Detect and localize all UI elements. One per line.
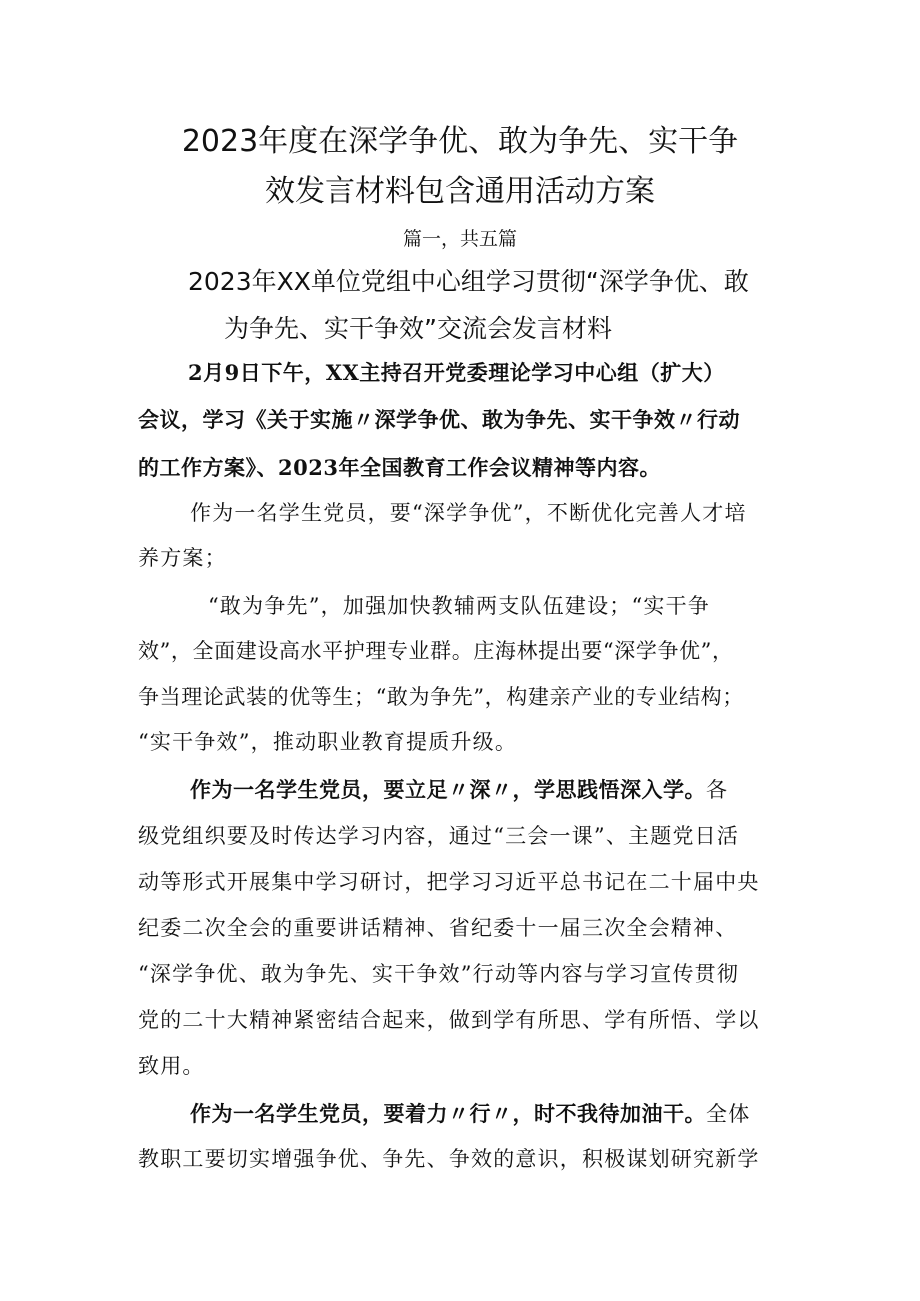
para4-lead-tail: 全体 bbox=[706, 1102, 751, 1126]
intro-line-1: 2月9日下午，XX主持召开党委理论学习中心组（扩大） bbox=[188, 360, 725, 385]
para3-line-5: 党的二十大精神紧密结合起来，做到学有所思、学有所悟、学以 bbox=[138, 1008, 760, 1032]
subtitle-line-2: 为争先、实干争效”交流会发言材料 bbox=[224, 314, 612, 343]
para1-line-2: 养方案； bbox=[138, 546, 227, 570]
intro-line-2: 会议，学习《关于实施〃深学争优、敢为争先、实干争效〃行动 bbox=[138, 407, 740, 432]
subtitle-line-1: 2023年XX单位党组中心组学习贯彻“深学争优、敢 bbox=[188, 267, 749, 296]
para1-line-1: 作为一名学生党员，要“深学争优”，不断优化完善人才培 bbox=[190, 501, 747, 525]
para3-line-6: 致用。 bbox=[138, 1054, 205, 1078]
para3-lead-tail: 各 bbox=[706, 778, 729, 802]
para3-lead: 作为一名学生党员，要立足〃深〃，学思践悟深入学。 bbox=[190, 777, 706, 802]
intro-line-3: 的工作方案》、2023年全国教育工作会议精神等内容。 bbox=[138, 455, 661, 480]
para4-line-1: 教职工要切实增强争优、争先、争效的意识，积极谋划研究新学 bbox=[138, 1147, 760, 1171]
document-title-line-1: 2023年度在深学争优、敢为争先、实干争 bbox=[181, 124, 739, 159]
para2-line-3: 争当理论武装的优等生；“敢为争先”，构建亲产业的专业结构； bbox=[138, 685, 744, 709]
para3-first-line bbox=[190, 774, 728, 804]
para3-line-1: 级党组织要及时传达学习内容，通过“三会一课”、主题党日活 bbox=[138, 824, 740, 848]
section-label: 篇一，共五篇 bbox=[402, 228, 517, 250]
document-title-line-2: 效发言材料包含通用活动方案 bbox=[265, 174, 655, 209]
para2-line-1: “敢为争先”，加强加快教辅两支队伍建设；“实干争 bbox=[208, 594, 711, 618]
para2-line-2: 效”，全面建设高水平护理专业群。庄海林提出要“深学争优”， bbox=[138, 639, 734, 663]
para2-line-4: “实干争效”，推动职业教育提质升级。 bbox=[138, 730, 518, 754]
para3-line-2: 动等形式开展集中学习研讨，把学习习近平总书记在二十届中央 bbox=[138, 870, 760, 894]
para3-line-3: 纪委二次全会的重要讲话精神、省纪委十一届三次全会精神、 bbox=[138, 916, 738, 940]
para3-line-4: “深学争优、敢为争先、实干争效”行动等内容与学习宣传贯彻 bbox=[138, 962, 740, 986]
para4-first-line bbox=[190, 1098, 750, 1128]
para4-lead: 作为一名学生党员，要着力〃行〃，时不我待加油干。 bbox=[190, 1101, 706, 1126]
